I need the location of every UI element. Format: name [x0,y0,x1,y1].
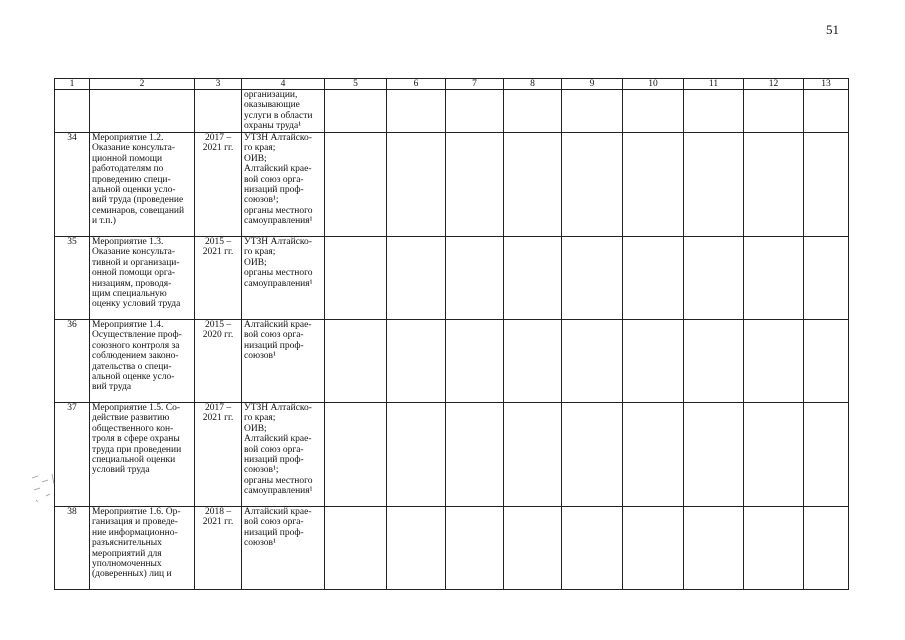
empty-cell [623,403,684,507]
empty-cell [562,507,623,590]
margin-pencil-mark [28,470,62,506]
header-cell: 7 [446,79,504,90]
header-cell: 3 [195,79,242,90]
row-number: 37 [55,403,90,507]
empty-cell [446,403,504,507]
measure-description-line: общественного кон- [92,423,174,434]
measure-description-line: Оказание консульта- [92,247,176,258]
table-row [55,237,849,320]
responsible-executors-line: союзов¹; [244,465,279,476]
empty-cell [623,237,684,320]
header-cell: 2 [90,79,195,90]
empty-cell [504,320,562,403]
responsible-executors-line: низаций проф- [244,340,304,351]
measure-description-line: вий труда [92,382,132,393]
empty-cell [623,507,684,590]
row-number: 34 [55,133,90,237]
responsible-executors-line: оказывающие [244,100,300,111]
table-row [55,507,849,590]
execution-period-line: 2017 – [204,403,232,413]
responsible-executors-line: го края; [244,413,276,424]
execution-period-line: 2015 – [204,320,232,330]
measure-description-line: и т.п.) [92,216,116,227]
empty-cell [562,133,623,237]
program-table [54,78,849,590]
measure-description-line: союзного контроля за [92,340,180,351]
empty-cell [325,133,387,237]
page-number: 51 [826,22,839,37]
empty-cell [446,320,504,403]
empty-cell [684,90,744,133]
empty-cell [684,320,744,403]
measure-description-line: Мероприятие 1.5. Со- [92,403,181,413]
header-cell: 6 [387,79,446,90]
measure-description-line: Мероприятие 1.3. [92,237,164,247]
responsible-executors-line: самоуправления¹ [244,216,313,227]
responsible-executors [242,320,325,403]
responsible-executors [242,507,325,590]
measure-description-line: ционной помощи [92,153,163,164]
row-number [55,90,90,133]
responsible-executors-line: УТЗН Алтайско- [244,133,312,143]
empty-cell [562,320,623,403]
empty-cell [684,237,744,320]
empty-cell [562,403,623,507]
responsible-executors-line: низаций проф- [244,185,304,196]
responsible-executors-line: органы местного [244,475,313,486]
empty-cell [804,90,849,133]
responsible-executors-line: УТЗН Алтайско- [244,403,312,413]
empty-cell [446,90,504,133]
responsible-executors-line: Алтайский крае- [244,434,312,445]
responsible-executors [242,133,325,237]
measure-description [90,133,195,237]
execution-period [195,90,242,133]
empty-cell [446,507,504,590]
empty-cell [387,403,446,507]
responsible-executors-line: ОИВ; [244,257,267,268]
empty-cell [387,90,446,133]
measure-description-line: мероприятий для [92,548,162,559]
empty-cell [562,237,623,320]
header-cell: 5 [325,79,387,90]
row-number: 36 [55,320,90,403]
empty-cell [504,90,562,133]
execution-period [195,507,242,590]
measure-description [90,237,195,320]
responsible-executors-line: ОИВ; [244,153,267,164]
empty-cell [744,320,804,403]
responsible-executors-line: союзов¹ [244,538,276,549]
empty-cell [684,403,744,507]
measure-description-line: Мероприятие 1.2. [92,133,164,143]
empty-cell [744,90,804,133]
measure-description-line: труда при проведении [92,444,182,455]
measure-description-line: (доверенных) лиц и [92,569,172,580]
execution-period-line: 2020 гг. [202,330,234,341]
measure-description-line: разъяснительных [92,538,162,549]
execution-period [195,403,242,507]
responsible-executors-line: низаций проф- [244,527,304,538]
responsible-executors-line: вой союз орга- [244,330,304,341]
responsible-executors-line: самоуправления¹ [244,486,313,497]
header-cell: 13 [804,79,849,90]
empty-cell [504,403,562,507]
responsible-executors-line: Алтайский крае- [244,164,312,175]
table-row [55,133,849,237]
responsible-executors-line: организации, [244,90,298,100]
responsible-executors-line: ОИВ; [244,423,267,434]
row-number: 35 [55,237,90,320]
measure-description-line: ние информационно- [92,527,178,538]
empty-cell [504,237,562,320]
responsible-executors-line: органы местного [244,205,313,216]
responsible-executors-line: органы местного [244,268,313,279]
execution-period-line: 2021 гг. [202,247,234,258]
responsible-executors-line: го края; [244,247,276,258]
empty-cell [387,507,446,590]
table-row [55,90,849,133]
empty-cell [325,507,387,590]
measure-description-line: семинаров, совещаний [92,205,185,216]
empty-cell [623,90,684,133]
responsible-executors-line: вой союз орга- [244,444,304,455]
empty-cell [744,403,804,507]
responsible-executors-line: союзов¹ [244,351,276,362]
empty-cell [804,133,849,237]
measure-description-line: альной оценки усло- [92,185,176,196]
empty-cell [804,403,849,507]
responsible-executors-line: вой союз орга- [244,517,304,528]
header-cell: 11 [684,79,744,90]
measure-description-line: оценку условий труда [92,299,181,310]
measure-description-line: Осуществление проф- [92,330,182,341]
measure-description-line: Мероприятие 1.4. [92,320,164,330]
responsible-executors-line: УТЗН Алтайско- [244,237,312,247]
responsible-executors-line: самоуправления¹ [244,278,313,289]
responsible-executors-line: Алтайский крае- [244,320,312,330]
empty-cell [744,133,804,237]
empty-cell [744,237,804,320]
responsible-executors [242,237,325,320]
measure-description-line: щим специальную [92,289,167,300]
empty-cell [325,90,387,133]
empty-cell [504,507,562,590]
measure-description-line: дательства о специ- [92,361,172,372]
empty-cell [562,90,623,133]
measure-description [90,507,195,590]
table-row [55,403,849,507]
empty-cell [387,320,446,403]
measure-description-line: условий труда [92,465,150,476]
empty-cell [623,320,684,403]
header-cell: 10 [623,79,684,90]
responsible-executors-line: услуги в области [244,110,313,121]
measure-description-line: действие развитию [92,413,170,424]
measure-description-line: Мероприятие 1.6. Ор- [92,507,181,517]
empty-cell [325,320,387,403]
measure-description-line: ганизация и проведе- [92,517,178,528]
responsible-executors-line: союзов¹; [244,195,279,206]
measure-description-line: уполномоченных [92,559,162,570]
execution-period-line: 2015 – [204,237,232,247]
responsible-executors-line: вой союз орга- [244,174,304,185]
empty-cell [804,320,849,403]
responsible-executors-line: Алтайский крае- [244,507,312,517]
execution-period-line: 2021 гг. [202,413,234,424]
empty-cell [804,507,849,590]
empty-cell [504,133,562,237]
measure-description-line: Оказание консульта- [92,143,176,154]
empty-cell [684,507,744,590]
empty-cell [387,133,446,237]
responsible-executors-line: го края; [244,143,276,154]
measure-description-line: проведению специ- [92,174,171,185]
header-cell: 4 [242,79,325,90]
measure-description-line: вий труда (проведение [92,195,184,206]
measure-description-line: низациям, проводя- [92,278,172,289]
execution-period [195,320,242,403]
responsible-executors [242,90,325,133]
measure-description-line: тивной и организаци- [92,257,180,268]
measure-description-line: троля в сфере охраны [92,434,180,445]
measure-description-line: работодателям по [92,164,164,175]
measure-description [90,403,195,507]
responsible-executors [242,403,325,507]
execution-period-line: 2021 гг. [202,143,234,154]
empty-cell [325,403,387,507]
measure-description [90,320,195,403]
execution-period-line: 2018 – [204,507,232,517]
empty-cell [623,133,684,237]
header-cell: 8 [504,79,562,90]
header-row [55,79,849,90]
measure-description-line: альной оценке усло- [92,372,175,383]
empty-cell [325,237,387,320]
execution-period [195,133,242,237]
header-cell: 9 [562,79,623,90]
measure-description-line: соблюдением законо- [92,351,179,362]
empty-cell [446,237,504,320]
empty-cell [387,237,446,320]
responsible-executors-line: низаций проф- [244,455,304,466]
measure-description [90,90,195,133]
empty-cell [684,133,744,237]
header-cell: 1 [55,79,90,90]
header-cell: 12 [744,79,804,90]
empty-cell [804,237,849,320]
execution-period-line: 2017 – [204,133,232,143]
measure-description-line: онной помощи орга- [92,268,176,279]
execution-period [195,237,242,320]
responsible-executors-line: охраны труда¹ [244,121,302,132]
execution-period-line: 2021 гг. [202,517,234,528]
table-row [55,320,849,403]
row-number: 38 [55,507,90,590]
measure-description-line: специальной оценки [92,455,176,466]
empty-cell [744,507,804,590]
empty-cell [446,133,504,237]
